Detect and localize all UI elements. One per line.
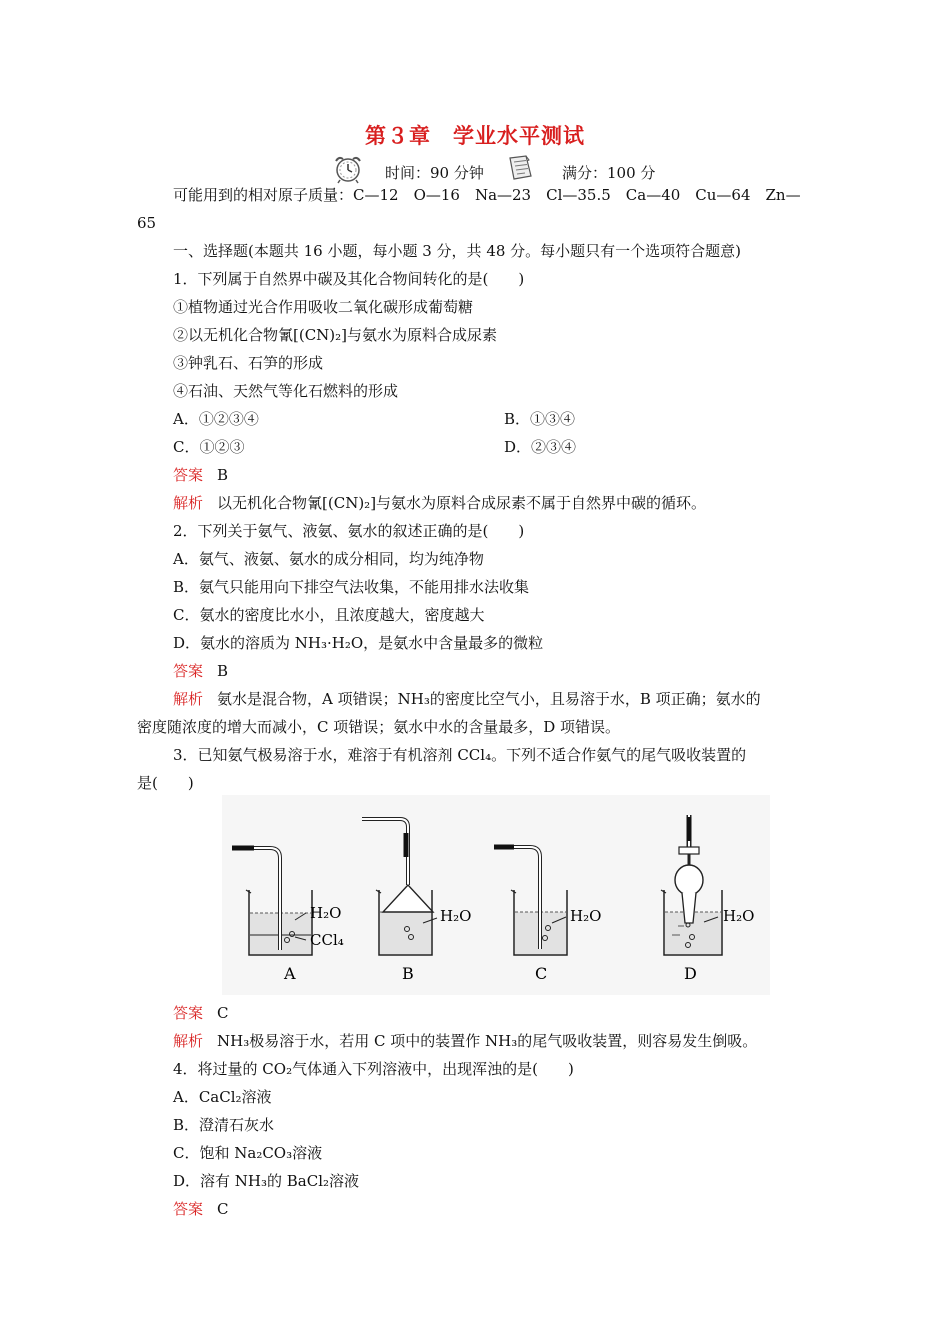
exam-score: 满分：100 分 [562,164,656,182]
absorption-apparatus-figure [222,795,770,995]
q4-option-a: A．CaCl₂溶液 [173,1088,272,1106]
q4-option-b: B．澄清石灰水 [173,1116,275,1134]
atomic-masses-cont: 65 [137,214,157,232]
q1-item: ③钟乳石、石笋的形成 [173,354,324,372]
q2-analysis [173,689,761,709]
q1-stem: 1．下列属于自然界中碳及其化合物间转化的是( ) [173,270,525,288]
q2-analysis-cont: 密度随浓度的增大而减小，C 项错误；氨水中水的含量最多，D 项错误。 [137,718,621,736]
answer-label: 答案 [173,662,204,680]
q1-option-c: C．①②③ [173,438,245,456]
analysis-label: 解析 [173,494,204,512]
d-h2o-label: H₂O [723,907,755,925]
q2-option-c: C．氨水的密度比水小，且浓度越大，密度越大 [173,606,485,624]
q1-item: ①植物通过光合作用吸收二氧化碳形成葡萄糖 [173,298,474,316]
analysis-text: NH₃极易溶于水，若用 C 项中的装置作 NH₃的尾气吸收装置，则容易发生倒吸。 [217,1032,758,1050]
test-paper-icon [505,154,535,182]
q4-option-c: C．饱和 Na₂CO₃溶液 [173,1144,323,1162]
q4-option-d: D．溶有 NH₃的 BaCl₂溶液 [173,1172,360,1190]
c-h2o-label: H₂O [570,907,602,925]
q2-option-b: B．氨气只能用向下排空气法收集，不能用排水法收集 [173,578,530,596]
exam-time: 时间：90 分钟 [385,164,484,182]
section-heading: 一、选择题(本题共 16 小题，每小题 3 分，共 48 分。每小题只有一个选项符合题意) [173,242,742,260]
a-ccl4-label: CCl₄ [310,931,344,949]
analysis-label: 解析 [173,690,204,708]
label-c: C [535,964,548,983]
q1-option-b: B．①③④ [504,410,576,428]
analysis-label: 解析 [173,1032,204,1050]
analysis-text: 以无机化合物氰[(CN)₂]与氨水为原料合成尿素不属于自然界中碳的循环。 [217,494,707,512]
q2-stem: 2．下列关于氨气、液氨、氨水的叙述正确的是( ) [173,522,525,540]
alarm-clock-icon [330,154,366,184]
analysis-text: 氨水是混合物，A 项错误；NH₃的密度比空气小，且易溶于水，B 项正确；氨水的 [217,690,761,708]
answer-label: 答案 [173,466,204,484]
q1-option-a: A．①②③④ [173,410,259,428]
page-title: 第３章 学业水平测试 [365,124,585,148]
answer-value: C [217,1004,229,1022]
exam-meta [330,160,670,186]
label-a: A [284,964,296,983]
q4-stem: 4．将过量的 CO₂气体通入下列溶液中，出现浑浊的是( ) [173,1060,574,1078]
q1-option-d: D．②③④ [504,438,577,456]
q2-answer [173,661,228,681]
q4-answer [173,1199,229,1219]
label-b: B [402,964,414,983]
q1-item: ②以无机化合物氰[(CN)₂]与氨水为原料合成尿素 [173,326,498,344]
answer-label: 答案 [173,1200,204,1218]
q1-answer [173,465,228,485]
q1-item: ④石油、天然气等化石燃料的形成 [173,382,399,400]
q3-analysis [173,1031,757,1051]
label-d: D [684,964,697,983]
q3-stem-cont: 是( ) [137,774,194,792]
atomic-masses: 可能用到的相对原子质量：C—12 O—16 Na—23 Cl—35.5 Ca—40 Cu—64 Zn— [173,186,801,204]
answer-value: B [217,466,229,484]
b-h2o-label: H₂O [440,907,472,925]
q1-analysis [173,493,706,513]
q3-answer [173,1003,229,1023]
a-h2o-label: H₂O [310,904,342,922]
answer-value: B [217,662,229,680]
q3-stem: 3．已知氨气极易溶于水，难溶于有机溶剂 CCl₄。下列不适合作氨气的尾气吸收装置的 [173,746,747,764]
answer-label: 答案 [173,1004,204,1022]
answer-value: C [217,1200,229,1218]
q2-option-d: D．氨水的溶质为 NH₃·H₂O，是氨水中含量最多的微粒 [173,634,544,652]
q2-option-a: A．氨气、液氨、氨水的成分相同，均为纯净物 [173,550,484,568]
